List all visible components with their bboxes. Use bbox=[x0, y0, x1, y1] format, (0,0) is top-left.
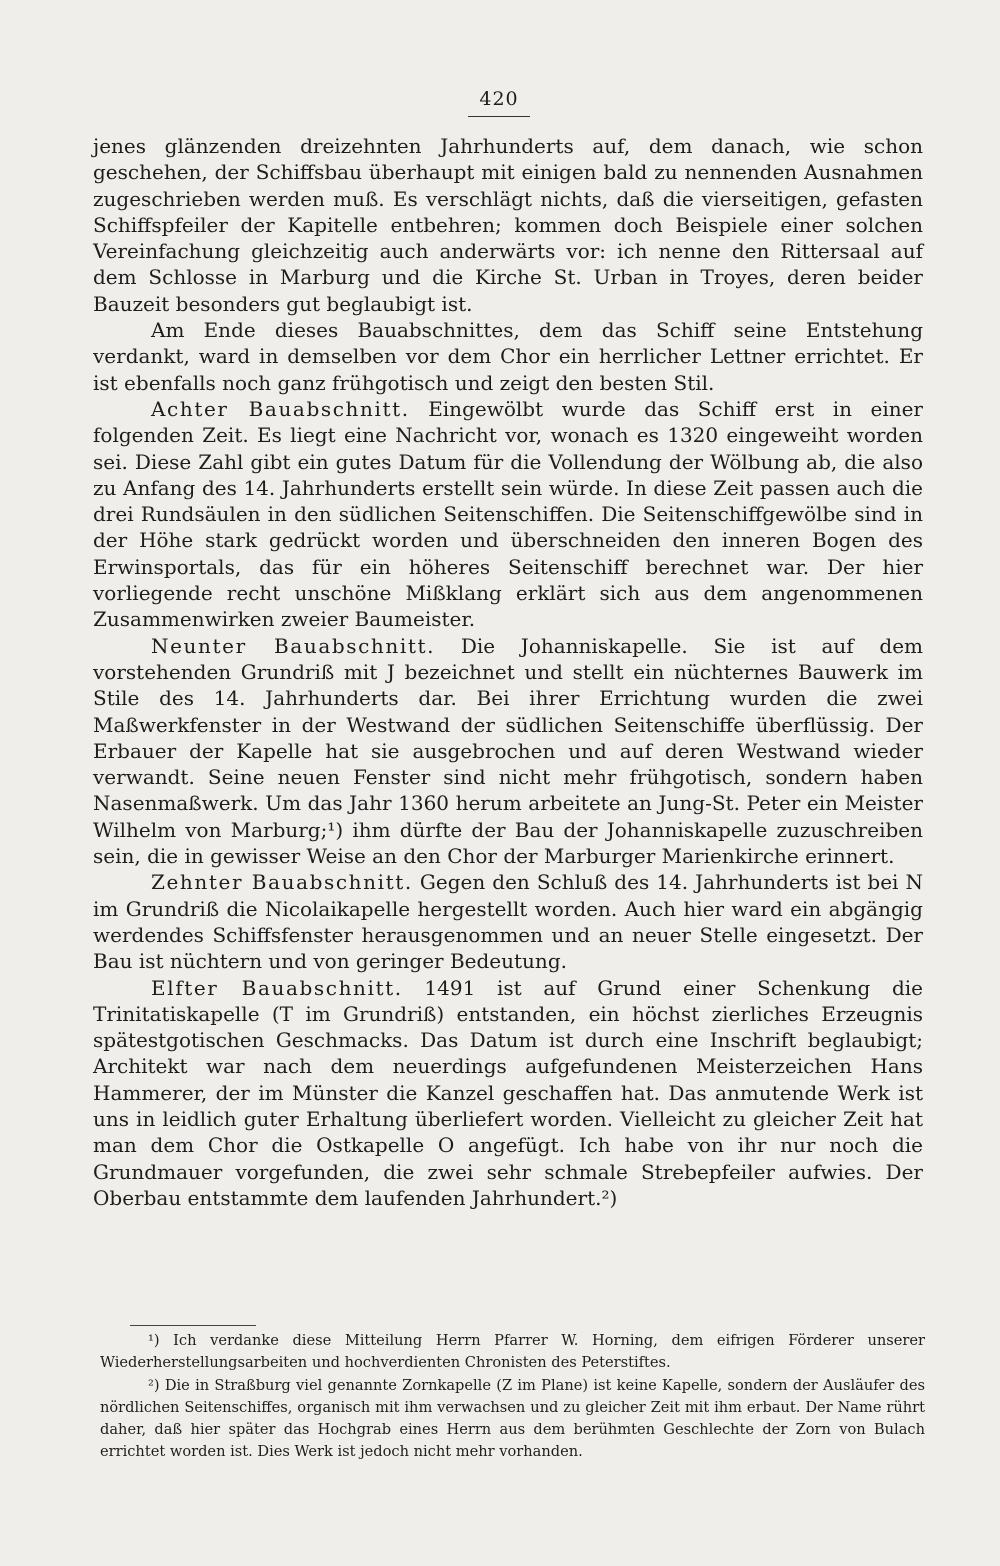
paragraph-text: 1491 ist auf Grund einer Schenkung die Trinitatiskapelle (T im Grundriß) entstanden, ein höchst zierliches Erzeugnis spätestgotischen Geschmacks. Das Datum ist durch eine Inschrift beglaubigt; Architekt war nach dem neuerdings aufgefundenen Meisterzeichen Hans Hammerer, der im Münster die Kanzel geschaffen hat. Das anmutende Werk ist uns in leidlich guter Erhaltung überliefert worden. Vielleicht zu gleicher Zeit hat man dem Chor die Ostkapelle O angefügt. Ich habe von ihr nur noch die Grundmauer vorgefunden, die zwei sehr schmale Strebepfeiler aufwies. Der Oberbau entstammte dem laufenden Jahrhundert.²) bbox=[93, 975, 923, 1210]
page-number-rule bbox=[468, 116, 530, 117]
paragraph-text: Die Johanniskapelle. Sie ist auf dem vorstehenden Grundriß mit J bezeichnet und stellt ein nüchternes Bauwerk im Stile des 14. Jahrhunderts dar. Bei ihrer Errichtung wurden die zwei Maßwerkfenster in der Westwand der südlichen Seitenschiffe überflüssig. Der Erbauer der Kapelle hat sie ausgebrochen und auf deren Westwand wieder verwandt. Seine neuen Fenster sind nicht mehr frühgotisch, sondern haben Nasenmaßwerk. Um das Jahr 1360 herum arbeitete an Jung-St. Peter ein Meister Wilhelm von Marburg;¹) ihm dürfte der Bau der Johanniskapelle zuzuschreiben sein, die in gewisser Weise an den Chor der Marburger Marienkirche erinnert. bbox=[93, 633, 923, 869]
paragraph-lettner bbox=[93, 317, 923, 396]
paragraph-continuation bbox=[93, 133, 923, 317]
page-number: 420 bbox=[479, 88, 519, 110]
footnote-marker: ¹) bbox=[148, 1332, 160, 1349]
footnote-text: Die in Straßburg viel genannte Zornkapelle (Z im Plane) ist keine Kapelle, sondern der Ausläufer des nördlichen Seitenschiffes, organisch mit ihm verwachsen und zu gleicher Zeit mit ihm erbaut. Der Name rührt daher, daß hier später das Hochgrab eines Herrn aus dem berühmten Geschlechte der Zorn von Bulach errichtet worden ist. Dies Werk ist jedoch nicht mehr vorhanden. bbox=[100, 1377, 925, 1460]
footnote-rule bbox=[130, 1325, 256, 1326]
paragraph-zehnter-bauabschnitt bbox=[93, 869, 923, 974]
footnote-1 bbox=[100, 1330, 925, 1374]
section-label: Achter Bauabschnitt. bbox=[151, 396, 410, 421]
footnote-text: Ich verdanke diese Mitteilung Herrn Pfarrer W. Horning, dem eifrigen Förderer unserer Wiederherstellungsarbeiten und hochverdienten Chronisten des Peterstiftes. bbox=[100, 1332, 925, 1371]
paragraph-text: Gegen den Schluß des 14. Jahrhunderts ist bei N im Grundriß die Nicolaikapelle hergestellt worden. Auch hier ward ein abgängig werdendes Schiffsfenster herausgenommen und an neuer Stelle eingesetzt. Der Bau ist nüchtern und von geringer Bedeutung. bbox=[93, 870, 923, 974]
paragraph-neunter-bauabschnitt bbox=[93, 633, 923, 870]
section-label: Neunter Bauabschnitt. bbox=[151, 633, 436, 658]
footnotes bbox=[100, 1330, 925, 1464]
footnote-2 bbox=[100, 1375, 925, 1463]
paragraph-achter-bauabschnitt bbox=[93, 396, 923, 633]
paragraph-text: jenes glänzenden dreizehnten Jahrhunderts auf, dem danach, wie schon geschehen, der Schiffsbau überhaupt mit einigen bald zu nennenden Ausnahmen zugeschrieben werden muß. Es verschlägt nichts, daß die vierseitigen, gefasten Schiffspfeiler der Kapitelle entbehren; kommen doch Beispiele einer solchen Vereinfachung gleichzeitig auch anderwärts vor: ich nenne den Rittersaal auf dem Schlosse in Marburg und die Kirche St. Urban in Troyes, deren beider Bauzeit besonders gut beglaubigt ist. bbox=[93, 134, 923, 316]
paragraph-text: Am Ende dieses Bauabschnittes, dem das Schiff seine Entstehung verdankt, ward in demselben vor dem Chor ein herrlicher Lettner errichtet. Er ist ebenfalls noch ganz frühgotisch und zeigt den besten Stil. bbox=[93, 318, 923, 395]
paragraph-text: Eingewölbt wurde das Schiff erst in einer folgenden Zeit. Es liegt eine Nachricht vor, wonach es 1320 eingeweiht worden sei. Diese Zahl gibt ein gutes Datum für die Vollendung der Wölbung ab, die also zu Anfang des 14. Jahrhunderts erstellt sein würde. In diese Zeit passen auch die drei Rundsäulen in den südlichen Seitenschiffen. Die Seitenschiffgewölbe sind in der Höhe stark gedrückt worden und überschneiden den inneren Bogen des Erwinsportals, das für ein höheres Seitenschiff berechnet war. Der hier vorliegende recht unschöne Mißklang erklärt sich aus dem angenommenen Zusammenwirken zweier Baumeister. bbox=[93, 396, 923, 632]
section-label: Elfter Bauabschnitt. bbox=[151, 975, 403, 1000]
footnote-marker: ²) bbox=[148, 1377, 160, 1394]
section-label: Zehnter Bauabschnitt. bbox=[151, 870, 413, 895]
paragraph-elfter-bauabschnitt bbox=[93, 975, 923, 1212]
body-text bbox=[93, 133, 923, 1211]
